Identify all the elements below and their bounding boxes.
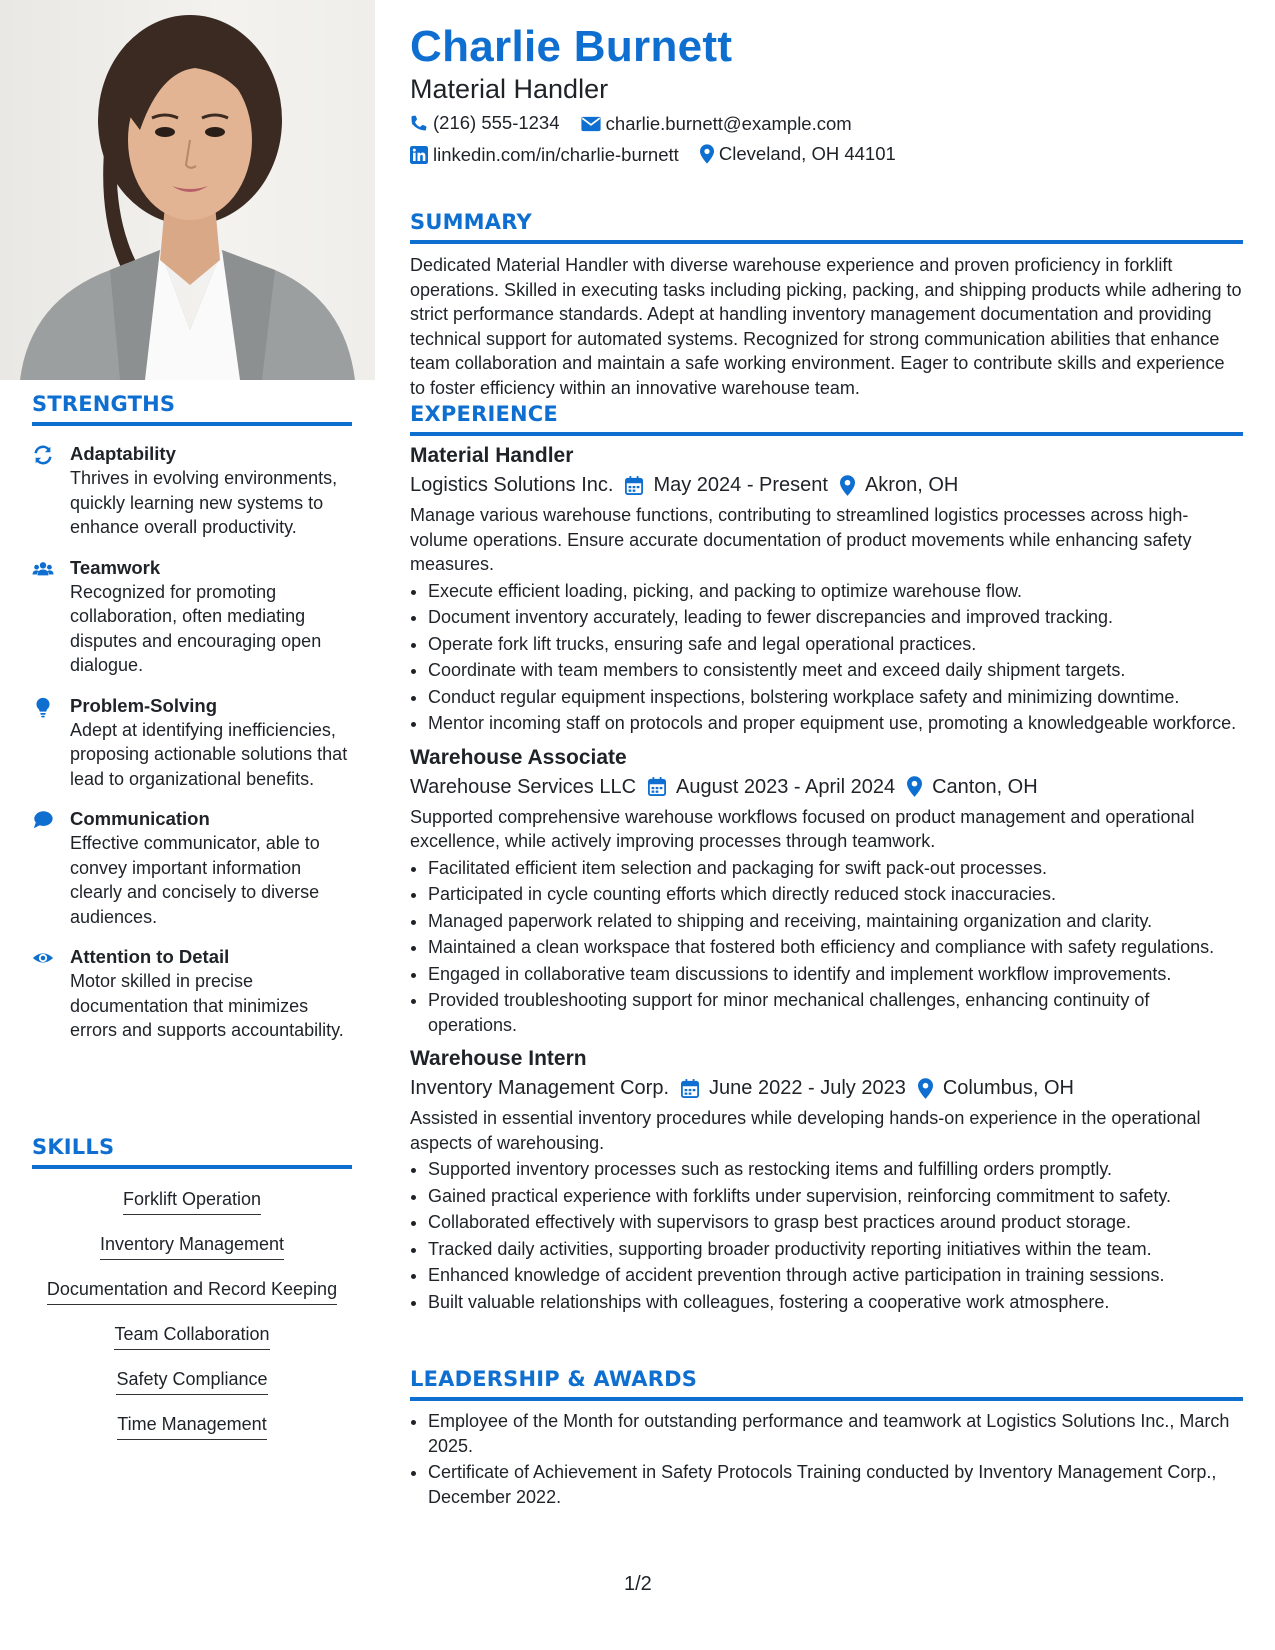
job-meta — [410, 1073, 1243, 1103]
phone-icon — [410, 114, 428, 132]
map-pin-icon — [700, 144, 714, 164]
bullet-item: • Execute efficient loading, picking, and packing to optimize warehouse flow. — [428, 579, 1243, 604]
strengths-heading: STRENGTHS — [32, 392, 352, 426]
company-name: Inventory Management Corp. — [410, 1077, 670, 1099]
job-meta — [410, 470, 1243, 500]
bullet-item: • Facilitated efficient item selection and packaging for swift pack-out processes. — [428, 856, 1243, 881]
award-item: • Certificate of Achievement in Safety Protocols Training conducted by Inventory Management Corp., December 2022. — [428, 1460, 1243, 1509]
job-dates: May 2024 - Present — [653, 474, 828, 496]
job-dates: August 2023 - April 2024 — [676, 775, 896, 798]
refresh-icon — [32, 444, 54, 466]
calendar-icon — [681, 1079, 699, 1098]
skill-tag: Inventory Management — [100, 1232, 284, 1260]
company-name: Warehouse Services LLC — [410, 775, 637, 798]
job-bullets — [410, 1157, 1243, 1314]
left-column — [0, 0, 380, 1650]
map-pin-icon — [840, 475, 855, 496]
company-name: Logistics Solutions Inc. — [410, 474, 614, 496]
skills-section — [32, 1135, 352, 1449]
job-meta — [410, 772, 1243, 802]
bullet-item: • Managed paperwork related to shipping and receiving, maintaining organization and clarity. — [428, 909, 1243, 934]
candidate-role: Material Handler — [410, 74, 609, 104]
bullet-item: • Engaged in collaborative team discussions to identify and implement workflow improvements. — [428, 962, 1243, 987]
skill-tag: Forklift Operation — [123, 1187, 261, 1215]
linkedin-contact[interactable] — [410, 144, 679, 166]
bullet-item: • Conduct regular equipment inspections, bolstering workplace safety and minimizing downtime. — [428, 685, 1243, 710]
envelope-icon — [581, 116, 601, 132]
phone-number: (216) 555-1234 — [433, 112, 560, 133]
job-title: Material Handler — [410, 444, 574, 467]
map-pin-icon — [907, 776, 922, 797]
bullet-item: • Tracked daily activities, supporting broader productivity reporting initiatives within the team. — [428, 1237, 1243, 1262]
job-summary: Manage various warehouse functions, contributing to streamlined logistics processes across high-volume operations. Ensure accurate documentation of product movements while enhancing safety measures. — [410, 505, 1192, 574]
summary-heading: SUMMARY — [410, 210, 1243, 244]
contact-row-2 — [410, 143, 912, 169]
strength-description: Adept at identifying inefficiencies, proposing actionable solutions that lead to organizational benefits. — [70, 719, 348, 789]
page-number: 1/2 — [624, 1573, 652, 1595]
strength-item — [32, 945, 352, 1043]
speech-bubble-icon — [32, 809, 54, 831]
bullet-item: • Collaborated effectively with supervisors to grasp best practices around product storage. — [428, 1210, 1243, 1235]
strengths-section — [32, 392, 352, 1043]
skill-tag: Documentation and Record Keeping — [47, 1277, 337, 1305]
skill-tag: Time Management — [117, 1412, 266, 1440]
bullet-item: • Enhanced knowledge of accident prevention through active participation in training sessions. — [428, 1263, 1243, 1288]
experience-heading: EXPERIENCE — [410, 402, 1243, 436]
job-location: Canton, OH — [932, 775, 1038, 798]
portrait-illustration — [0, 0, 375, 380]
awards-list — [410, 1409, 1243, 1509]
strength-description: Recognized for promoting collaboration, often mediating disputes and encouraging open dialogue. — [70, 581, 322, 675]
lightbulb-icon — [32, 696, 54, 718]
strength-title: Communication — [70, 808, 210, 829]
skills-list — [32, 1179, 352, 1449]
strength-title: Problem-Solving — [70, 694, 217, 716]
profile-photo — [0, 0, 375, 380]
skill-tag: Team Collaboration — [114, 1322, 269, 1350]
users-icon — [32, 558, 54, 580]
location-text: Cleveland, OH 44101 — [718, 143, 896, 164]
linkedin-icon — [410, 146, 428, 164]
bullet-item: • Mentor incoming staff on protocols and proper equipment use, promoting a knowledgeable workforce. — [428, 711, 1243, 736]
awards-section — [410, 1367, 1243, 1509]
bullet-item: • Participated in cycle counting efforts which directly reduced stock inaccuracies. — [428, 882, 1243, 907]
strength-item — [32, 807, 352, 929]
job-summary: Supported comprehensive warehouse workflows focused on product management and operational excellence, while actively improving processes through teamwork. — [410, 806, 1195, 851]
contact-row-1 — [410, 112, 868, 137]
bullet-item: • Operate fork lift trucks, ensuring safe and legal operational practices. — [428, 632, 1243, 657]
job-location: Akron, OH — [864, 474, 959, 496]
job-location: Columbus, OH — [942, 1077, 1074, 1099]
strength-item — [32, 556, 352, 678]
awards-heading: LEADERSHIP & AWARDS — [410, 1367, 1243, 1401]
map-pin-icon — [918, 1078, 933, 1099]
job-bullets — [410, 856, 1243, 1038]
job-entry — [410, 744, 1243, 1038]
job-entry — [410, 1045, 1243, 1314]
bullet-item: • Coordinate with team members to consistently meet and exceed daily shipment targets. — [428, 658, 1243, 683]
strength-item — [32, 694, 352, 792]
skill-tag: Safety Compliance — [116, 1367, 267, 1395]
job-summary: Assisted in essential inventory procedures while developing hands-on experience in the operational aspects of warehousing. — [410, 1108, 1201, 1153]
location-contact — [700, 143, 896, 165]
job-title: Warehouse Intern — [410, 1047, 587, 1070]
job-title: Warehouse Associate — [410, 745, 627, 769]
skills-heading: SKILLS — [32, 1135, 352, 1169]
email-address: charlie.burnett@example.com — [605, 113, 852, 134]
calendar-icon — [648, 777, 666, 796]
bullet-item: • Gained practical experience with forklifts under supervision, reinforcing commitment to safety. — [428, 1184, 1243, 1209]
phone-contact[interactable] — [410, 112, 560, 134]
summary-section — [410, 210, 1243, 400]
strength-item — [32, 442, 352, 540]
calendar-icon — [625, 476, 643, 495]
strength-description: Thrives in evolving environments, quickly learning new systems to enhance overall productivity. — [70, 468, 338, 537]
award-item: • Employee of the Month for outstanding performance and teamwork at Logistics Solutions Inc., March 2025. — [428, 1409, 1243, 1458]
strength-title: Adaptability — [70, 443, 176, 464]
linkedin-url: linkedin.com/in/charlie-burnett — [433, 144, 679, 165]
summary-text: Dedicated Material Handler with diverse warehouse experience and proven proficiency in forklift operations. Skilled in executing tasks including picking, packing, and shipping products while adhering to strict performance standards. Adept at handling inventory management documentation and providing technical support for automated systems. Recognized for strong communication abilities that enhance team collaboration and maintain a safe working environment. Eager to contribute skills and experience to foster efficiency within an innovative warehouse team. — [410, 255, 1242, 398]
bullet-item: • Maintained a clean workspace that fostered both efficiency and compliance with safety regulations. — [428, 935, 1243, 960]
job-bullets — [410, 579, 1243, 736]
bullet-item: • Supported inventory processes such as restocking items and fulfilling orders promptly. — [428, 1157, 1243, 1182]
email-contact[interactable] — [581, 113, 852, 135]
strength-title: Teamwork — [70, 556, 161, 578]
strength-title: Attention to Detail — [70, 946, 230, 967]
bullet-item: • Built valuable relationships with colleagues, fostering a cooperative work atmosphere. — [428, 1290, 1243, 1315]
experience-section — [410, 402, 1243, 1314]
strength-description: Motor skilled in precise documentation that minimizes errors and supports accountability. — [70, 971, 344, 1040]
bullet-item: • Document inventory accurately, leading to fewer discrepancies and improved tracking. — [428, 605, 1243, 630]
bullet-item: • Provided troubleshooting support for minor mechanical challenges, enhancing continuity of operations. — [428, 988, 1243, 1037]
job-entry — [410, 442, 1243, 736]
eye-icon — [32, 947, 54, 969]
candidate-name: Charlie Burnett — [410, 22, 733, 71]
job-dates: June 2022 - July 2023 — [709, 1077, 906, 1099]
strength-description: Effective communicator, able to convey important information clearly and concisely to diverse audiences. — [70, 833, 320, 927]
